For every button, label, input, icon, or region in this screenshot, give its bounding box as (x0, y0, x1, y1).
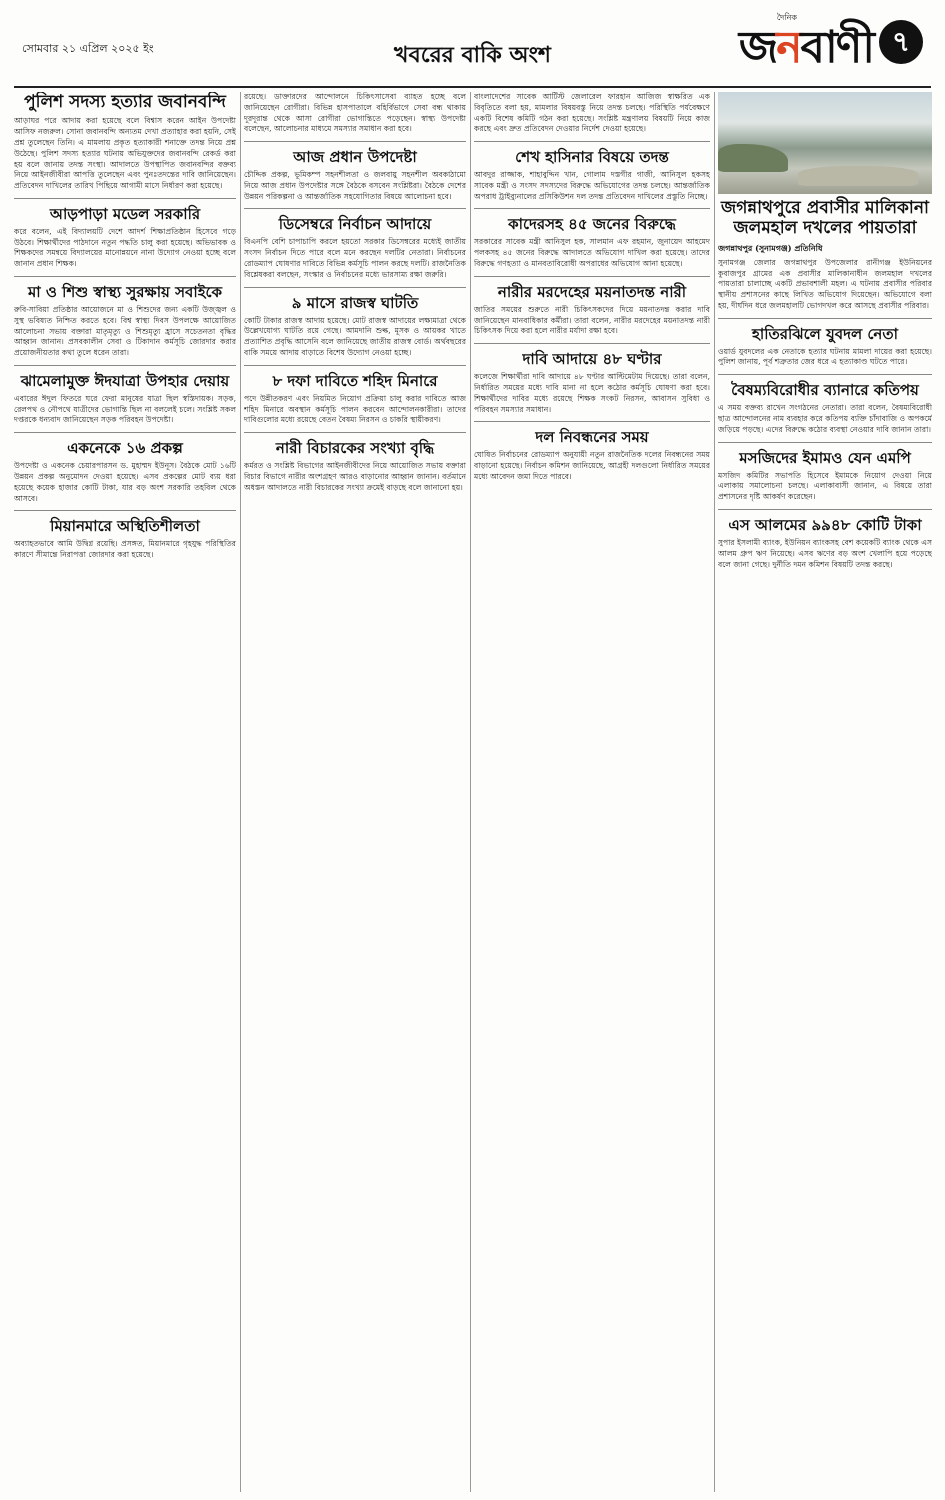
headline: কাদেরসহ ৪৫ জনের বিরুদ্ধে (474, 208, 710, 233)
column-3 (474, 92, 710, 1492)
byline: জগন্নাথপুর (সুনামগঞ্জ) প্রতিনিধি (718, 242, 823, 253)
headline: আড়পাড়া মডেল সরকারি (14, 198, 236, 223)
article-body: সুনামগঞ্জ জেলার জগন্নাথপুর উপজেলার রানীগঞ্জ ইউনিয়নের কুবাজপুর গ্রামের এক প্রবাসীর মালিকানাধীন জলমহাল দখলের পায়তারা চালাচ্ছে একটি প্রভাবশালী মহল। এ ঘটনায় প্রবাসীর পরিবার স্থানীয় প্রশাসনের কাছে লিখিত অভিযোগ দিয়েছেন। অভিযোগে বলা হয়, দীর্ঘদিন ধরে জলমহালটি ভোগদখল করে আসছে প্রবাসীর পরিবার। (718, 257, 932, 310)
logo-left: জ (738, 22, 777, 73)
article-body: অব্যাহতভাবে আমি উদ্বিগ্ন রয়েছি। প্রসঙ্গত, মিয়ানমারে গৃহযুদ্ধ পরিস্থিতির কারণে সীমান্তে নিরাপত্তা জোরদার করা হয়েছে। (14, 539, 236, 560)
article-body: ওয়ার্ড যুবদলের এক নেতাকে হত্যার ঘটনায় মামলা দায়ের করা হয়েছে। পুলিশ জানায়, পূর্ব শত্রুতার জের ধরে এ হত্যাকাণ্ড ঘটতে পারে। (718, 346, 932, 367)
article-body: জাতির সময়ের শুরুতে নারী চিকিৎসকদের দিয়ে ময়নাতদন্ত করার দাবি জানিয়েছেন মানবাধিকার কর্মীরা। তারা বলেন, নারীর মরদেহের ময়নাতদন্ত নারী চিকিৎসক দিয়ে করা হলে নারীর মর্যাদা রক্ষা হবে। (474, 304, 710, 336)
photo-trees (718, 144, 788, 172)
newspaper-logo (739, 14, 873, 87)
article-body: কর্মরত ও সংশ্লিষ্ট বিভাগের আইনজীবীদের নিয়ে আয়োজিত সভায় বক্তারা বিচার বিভাগে নারীর অংশগ্রহণ আরও বাড়ানোর আহ্বান জানান। বর্তমানে অধস্তন আদালতে নারী বিচারকের সংখ্যা ক্রমেই বাড়ছে বলে জানানো হয়। (244, 461, 466, 492)
headline: ডিসেম্বরে নির্বাচন আদায়ে (244, 208, 466, 233)
article-body: এবারের ঈদুল ফিতরে ঘরে ফেরা মানুষের যাত্রা ছিল স্বস্তিদায়ক। সড়ক, রেলপথ ও নৌপথে যাত্রীদের ভোগান্তি ছিল না বললেই চলে। সংশ্লিষ্ট সকল দপ্তরকে ধন্যবাদ জানিয়েছেন সড়ক পরিবহন উপদেষ্টা। (14, 393, 236, 425)
article-body: পদে উন্নীতকরণ এবং নিয়মিত নিয়োগ প্রক্রিয়া চালু করার দাবিতে আজ শহিদ মিনারে অবস্থান কর্মসূচি পালন করবেন আন্দোলনকারীরা। তাদের দাবিগুলোর মধ্যে রয়েছে বেতন বৈষম্য নিরসন ও চাকরি স্থায়ীকরণ। (244, 393, 466, 425)
column-divider (240, 92, 241, 1492)
article-body: বিএনপি বেশি চাপাচাপি করলে হয়তো সরকার ডিসেম্বরের মধ্যেই জাতীয় সংসদ নির্বাচন দিতে পারে বলে মনে করছেন দলটির নেতারা। নির্বাচনের রোডম্যাপ ঘোষণার দাবিতে বিভিন্ন কর্মসূচি পালন করছে দলটি। রাজনৈতিক বিশ্লেষকরা বলছেন, সংস্কার ও নির্বাচনের মধ্যে ভারসাম্য রক্ষা জরুরি। (244, 237, 466, 279)
headline: একনেকে ১৬ প্রকল্প (14, 432, 236, 457)
logo-mid: ন (776, 22, 801, 73)
page-header (0, 0, 945, 88)
headline: বৈষম্যবিরোধীর ব্যানারে কতিপয় (718, 374, 932, 399)
headline: ৯ মাসে রাজস্ব ঘাটতি (244, 287, 466, 312)
logo-prefix: দৈনিক (776, 13, 797, 22)
column-divider (470, 92, 471, 1492)
header-divider (14, 86, 931, 88)
news-photo (718, 92, 932, 194)
article-body: রয়েছে। ডাক্তারদের আন্দোলনে চিকিৎসাসেবা ব্যাহত হচ্ছে বলে জানিয়েছেন রোগীরা। বিভিন্ন হাসপাতালে বহির্বিভাগে সেবা বন্ধ থাকায় দূরদূরান্ত থেকে আসা রোগীরা ভোগান্তিতে পড়েছেন। স্বাস্থ্য উপদেষ্টা বলেছেন, আলোচনার মাধ্যমে সমস্যার সমাধান করা হবে। (244, 92, 466, 134)
column-4 (718, 92, 932, 1492)
headline: পুলিশ সদস্য হত্যার জবানবন্দি (24, 92, 226, 112)
headline: এস আলমের ৯৯৪৮ কোটি টাকা (718, 509, 932, 534)
headline: মিয়ানমারে অস্থিতিশীলতা (14, 510, 236, 535)
headline: দল নিবন্ধনের সময় (474, 421, 710, 446)
date-line: সোমবার ২১ এপ্রিল ২০২৫ ইং (22, 42, 154, 55)
article-body: সুপার ইসলামী ব্যাংক, ইউনিয়ন ব্যাংকসহ বেশ কয়েকটি ব্যাংক থেকে এস আলম গ্রুপ ঋণ নিয়েছে। এসব ঋণের বড় অংশ খেলাপি হয়ে পড়েছে বলে জানা গেছে। দুর্নীতি দমন কমিশন বিষয়টি তদন্ত করছে। (718, 537, 932, 569)
article-body: চৌদ্দিক প্রকল্প, ভূমিকম্প সহনশীলতা ও জলবায়ু সহনশীল অবকাঠামো নিয়ে আজ প্রধান উপদেষ্টার সঙ্গে বৈঠকে বসবেন সংশ্লিষ্টরা। বৈঠকে দেশের উন্নয়ন পরিকল্পনা ও আন্তর্জাতিক সহযোগিতার বিষয়ে আলোচনা হবে। (244, 170, 466, 201)
column-2 (244, 92, 466, 1492)
headline: নারীর মরদেহের ময়নাতদন্ত নারী (474, 276, 710, 301)
headline: মা ও শিশু স্বাস্থ্য সুরক্ষায় সবাইকে (14, 276, 236, 301)
article-body: ঘোষিত নির্বাচনের রোডম্যাপ অনুযায়ী নতুন রাজনৈতিক দলের নিবন্ধনের সময় বাড়ানো হয়েছে। নির্বাচন কমিশন জানিয়েছে, আগ্রহী দলগুলো নির্ধারিত সময়ের মধ্যে আবেদন জমা দিতে পারবে। (474, 450, 710, 481)
article-body: উপদেষ্টা ও একনেক চেয়ারপারসন ড. মুহাম্মদ ইউনূস। বৈঠকে মোট ১৬টি উন্নয়ন প্রকল্প অনুমোদন দেওয়া হয়েছে। এসব প্রকল্পের মোট ব্যয় ধরা হয়েছে কয়েক হাজার কোটি টাকা, যার বড় অংশ সরকারি তহবিল থেকে আসবে। (14, 461, 236, 503)
article-body: মসজিদ কমিটির সভাপতি হিসেবে ইমামকে নিয়োগ দেওয়া নিয়ে এলাকায় সমালোচনা চলছে। এলাকাবাসী জানান, এ বিষয়ে তারা প্রশাসনের দৃষ্টি আকর্ষণ করেছেন। (718, 470, 932, 502)
photo-debris (798, 166, 918, 186)
page-number: ৭ (879, 20, 923, 64)
headline: ৮ দফা দাবিতে শহিদ মিনারে (244, 365, 466, 390)
logo-right: বাণী (800, 22, 873, 73)
article-body: সরকারের সাবেক মন্ত্রী আনিসুল হক, সালমান এফ রহমান, জুনায়েদ আহমেদ পলকসহ ৪৫ জনের বিরুদ্ধে আদালতে অভিযোগ দাখিল করা হয়েছে। তাদের বিরুদ্ধে গণহত্যা ও মানবতাবিরোধী অপরাধের অভিযোগ আনা হয়েছে। (474, 237, 710, 269)
headline: ঝামেলামুক্ত ঈদযাত্রা উপহার দেয়ায় (14, 365, 236, 390)
article-body: করে বলেন, এই বিদ্যালয়টি দেশে আদর্শ শিক্ষাপ্রতিষ্ঠান হিসেবে গড়ে উঠবে। শিক্ষার্থীদের পাঠদানে নতুন পদ্ধতি চালু করা হয়েছে। অভিভাবক ও শিক্ষকদের সমন্বয়ে বিদ্যালয়ের মানোন্নয়নে নানা উদ্যোগ নেওয়া হচ্ছে বলে জানান প্রধান শিক্ষক। (14, 226, 236, 269)
article-body: বাংলাদেশের সাবেক আর্টিস্ট জেলারেল ফারহান আজিজ স্বাক্ষরিত এক বিবৃতিতে বলা হয়, মামলার বিষয়বস্তু নিয়ে তদন্ত চলছে। পরিস্থিতি পর্যবেক্ষণে একটি বিশেষ কমিটি গঠন করা হয়েছে। সংশ্লিষ্ট মন্ত্রণালয় বিষয়টি নিয়ে কাজ করছে এবং দ্রুত প্রতিবেদন দেওয়ার নির্দেশ দেওয়া হয়েছে। (474, 92, 710, 134)
article-body: আড়াঘর পরে আদায় করা হয়েছে বলে বিশ্বাস করেন আইন উপদেষ্টা আসিফ নজরুল। সোনা জবানবন্দি অন্যতম দেখা প্রত্যাহার করা হয়নি, সেই প্রশ্ন তুলেছেন তিনি। এ মামলায় প্রকৃত হত্যাকারী শনাক্তে তদন্ত নিয়ে প্রশ্ন উঠেছে। পুলিশ সদস্য হত্যার ঘটনায় অভিযুক্তদের জবানবন্দি রেকর্ড করা হয় বলে জানায় তদন্ত সংস্থা। আদালতে উপস্থাপিত জবানবন্দির বক্তব্য নিয়ে আইনজীবীরা আপত্তি তুলেছেন এবং পুনঃতদন্তের দাবি জানিয়েছেন। প্রতিবেদন দাখিলের তারিখ পিছিয়ে আগামী মাসে নির্ধারণ করা হয়েছে। (14, 116, 236, 191)
article-body: কোটি টাকার রাজস্ব আদায় হয়েছে। মোট রাজস্ব আদায়ের লক্ষ্যমাত্রা থেকে উল্লেখযোগ্য ঘাটতি রয়ে গেছে। আমদানি শুল্ক, মূসক ও আয়কর খাতে প্রত্যাশিত প্রবৃদ্ধি আসেনি বলে জানিয়েছে জাতীয় রাজস্ব বোর্ড। অর্থবছরের বাকি সময়ে আদায় বাড়াতে বিশেষ উদ্যোগ নেওয়া হচ্ছে। (244, 315, 466, 357)
headline: দাবি আদায়ে ৪৮ ঘণ্টার (474, 343, 710, 368)
headline: হাতিরঝিলে যুবদল নেতা (718, 318, 932, 343)
headline: মসজিদের ইমামও যেন এমপি (718, 442, 932, 467)
headline: নারী বিচারকের সংখ্যা বৃদ্ধি (244, 432, 466, 457)
article-body: এ সময় বক্তব্য রাখেন সংগঠনের নেতারা। তারা বলেন, বৈষম্যবিরোধী ছাত্র আন্দোলনের নাম ব্যবহার করে কতিপয় ব্যক্তি চাঁদাবাজি ও অপকর্মে জড়িয়ে পড়ছে। এদের বিরুদ্ধে কঠোর ব্যবস্থা নেওয়ার দাবি জানান তারা। (718, 403, 932, 434)
article-body: কলেজে শিক্ষার্থীরা দাবি আদায়ে ৪৮ ঘণ্টার আল্টিমেটাম দিয়েছে। তারা বলেন, নির্ধারিত সময়ের মধ্যে দাবি মানা না হলে কঠোর কর্মসূচি ঘোষণা করা হবে। শিক্ষার্থীদের দাবির মধ্যে রয়েছে শিক্ষক সংকট নিরসন, আবাসন সুবিধা ও পরিবহন সমস্যার সমাধান। (474, 372, 710, 414)
headline: জগন্নাথপুরে প্রবাসীর মালিকানা জলমহাল দখলের পায়তারা (721, 198, 929, 239)
headline: আজ প্রধান উপদেষ্টা (244, 141, 466, 166)
headline: শেখ হাসিনার বিষয়ে তদন্ত (474, 141, 710, 166)
section-title: খবরের বাকি অংশ (394, 43, 551, 68)
column-divider (714, 92, 715, 1492)
article-body: আবদুর রাজ্জাক, শাহাবুদ্দিন খান, গোলাম দস্তগীর গাজী, আনিসুল হকসহ সাবেক মন্ত্রী ও সংসদ সদস্যদের বিরুদ্ধে অভিযোগের তদন্ত চলছে। আন্তর্জাতিক অপরাধ ট্রাইব্যুনালের প্রসিকিউশন দল তদন্ত প্রতিবেদন দাখিলের প্রস্তুতি নিচ্ছে। (474, 170, 710, 201)
article-body: রুবি-সাবিয়া প্রতিষ্ঠার আয়োজনে মা ও শিশুদের জন্য একটি উজ্জ্বল ও সুস্থ ভবিষ্যত নিশ্চিত করতে হবে। বিশ্ব স্বাস্থ্য দিবস উপলক্ষে আয়োজিত আলোচনা সভায় বক্তারা মাতৃমৃত্যু ও শিশুমৃত্যু হ্রাসে সচেতনতা বৃদ্ধির আহ্বান জানান। প্রসবকালীন সেবা ও টিকাদান কর্মসূচি জোরদার করার প্রয়োজনীয়তার কথা তুলে ধরেন তারা। (14, 304, 236, 358)
column-1 (14, 92, 236, 1492)
